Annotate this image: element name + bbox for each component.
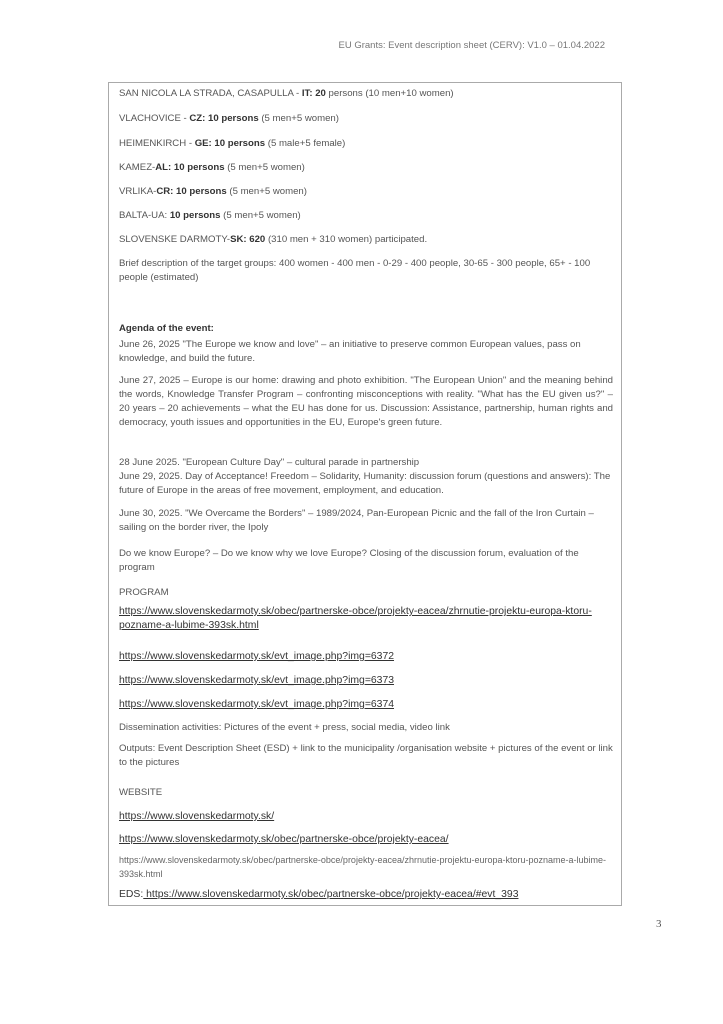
program-link[interactable]: https://www.slovenskedarmoty.sk/obec/partnerske-obce/projekty-eacea/zhrnutie-projektu-europa-ktoru-pozname-a-lubime-393sk.html (119, 606, 592, 631)
dissemination-text: Dissemination activities: Pictures of the event + press, social media, video link (119, 722, 450, 733)
participant-count: AL: 10 persons (155, 162, 225, 173)
document-header: EU Grants: Event description sheet (CERV): V1.0 – 01.04.2022 (338, 40, 605, 51)
agenda-item: 28 June 2025. "European Culture Day" – cultural parade in partnership (119, 457, 420, 468)
page-number: 3 (656, 918, 662, 930)
participant-line (119, 137, 613, 151)
agenda-item: June 26, 2025 "The Europe we know and love" – an initiative to preserve common European values, pass on knowledge, and build the future. (119, 339, 581, 364)
website-plain-url: https://www.slovenskedarmoty.sk/obec/partnerske-obce/projekty-eacea/zhrnutie-projektu-europa-ktoru-pozname-a-lubime-393sk.html (119, 855, 607, 879)
participant-detail: (5 male+5 female) (265, 138, 346, 149)
agenda-heading: Agenda of the event: (119, 323, 214, 334)
participant-detail: persons (10 men+10 women) (325, 88, 454, 99)
participant-line (119, 233, 613, 247)
agenda-item: June 30, 2025. "We Overcame the Borders" – 1989/2024, Pan-European Picnic and the fall of the Iron Curtain – sailing on the border river, the Ipoly (119, 508, 594, 533)
target-groups: Brief description of the target groups: 400 women - 400 men - 0-29 - 400 people, 30-65 - 300 people, 65+ - 100 people (estimated) (119, 258, 591, 283)
participant-place: SAN NICOLA LA STRADA, CASAPULLA - (119, 88, 302, 99)
participant-count: SK: 620 (230, 234, 266, 245)
participant-detail: (5 men+5 women) (226, 186, 307, 197)
participant-count: IT: 20 (301, 88, 326, 99)
program-link[interactable]: https://www.slovenskedarmoty.sk/evt_image.php?img=6372 (119, 651, 395, 662)
participant-detail: (310 men + 310 women) participated. (265, 234, 428, 245)
eds-link[interactable]: https://www.slovenskedarmoty.sk/obec/partnerske-obce/projekty-eacea/#evt_393 (143, 889, 519, 900)
participant-line (119, 112, 613, 126)
participant-place: VLACHOVICE - (119, 113, 190, 124)
event-description-box (108, 82, 622, 906)
website-link[interactable]: https://www.slovenskedarmoty.sk/obec/partnerske-obce/projekty-eacea/ (119, 834, 449, 845)
participant-line (119, 87, 613, 101)
agenda-item: June 29, 2025. Day of Acceptance! Freedom – Solidarity, Humanity: discussion forum (questions and answers): The future of Europe in the areas of free movement, employment, and education. (119, 471, 611, 496)
program-link[interactable]: https://www.slovenskedarmoty.sk/evt_image.php?img=6373 (119, 675, 395, 686)
participant-detail: (5 men+5 women) (224, 162, 305, 173)
participant-line (119, 185, 613, 199)
outputs-text: Outputs: Event Description Sheet (ESD) + link to the municipality /organisation website + pictures of the event or link to the pictures (119, 743, 613, 768)
website-label: WEBSITE (119, 787, 163, 798)
website-link[interactable]: https://www.slovenskedarmoty.sk/ (119, 811, 275, 822)
participant-place: VRLIKA- (119, 186, 157, 197)
agenda-item: June 27, 2025 – Europe is our home: drawing and photo exhibition. "The European Union" and the meaning behind the words, Knowledge Transfer Program – confronting misconceptions with reality. "What has the EU given us?" – 20 years – 20 achievements – what the EU has done for us. Discussion: Assistance, partnership, human rights and democracy, youth issues and opportunities in the EU, Europe's green future. (119, 375, 613, 428)
participant-place: HEIMENKIRCH - (119, 138, 195, 149)
participant-count: CZ: 10 persons (189, 113, 259, 124)
participant-count: GE: 10 persons (194, 138, 266, 149)
participant-count: 10 persons (169, 210, 221, 221)
participant-place: SLOVENSKE DARMOTY- (119, 234, 231, 245)
participant-detail: (5 men+5 women) (220, 210, 301, 221)
participant-place: BALTA-UA: (119, 210, 170, 221)
eds-label: EDS: (119, 889, 144, 900)
agenda-item: Do we know Europe? – Do we know why we love Europe? Closing of the discussion forum, evaluation of the program (119, 548, 579, 573)
participant-line (119, 161, 613, 175)
program-link[interactable]: https://www.slovenskedarmoty.sk/evt_image.php?img=6374 (119, 699, 395, 710)
participant-line (119, 209, 613, 223)
program-label: PROGRAM (119, 587, 169, 598)
participant-detail: (5 men+5 women) (258, 113, 339, 124)
participant-count: CR: 10 persons (156, 186, 227, 197)
participant-place: KAMEZ- (119, 162, 156, 173)
